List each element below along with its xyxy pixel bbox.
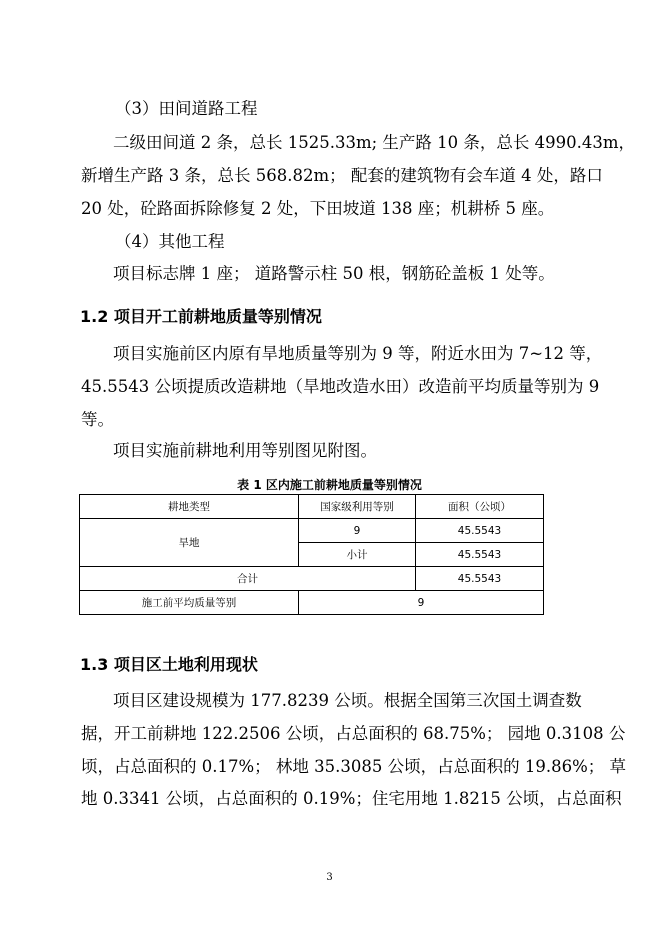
subsection-heading-other: （4）其他工程	[115, 232, 225, 251]
road-text-line-2: 新增生产路 3 条，总长 568.82m； 配套的建筑物有会车道 4 处，路口	[81, 166, 603, 185]
road-text-line-3: 20 处，砼路面拆除修复 2 处，下田坡道 138 座；机耕桥 5 座。	[81, 199, 555, 218]
cell-land-category: 旱地	[80, 519, 299, 567]
cell-total-area: 45.5543	[416, 567, 544, 591]
landuse-text-line-4: 地 0.3341 公顷，占总面积的 0.19%；住宅用地 1.8215 公顷，占总面积	[81, 789, 622, 808]
farmland-grade-table	[79, 494, 544, 615]
header-cell-grade: 国家级利用等别	[299, 495, 416, 519]
landuse-text-line-3: 顷，占总面积的 0.17%； 林地 35.3085 公顷，占总面积的 19.86%； 草	[81, 757, 627, 776]
header-cell-area: 面积（公顷）	[416, 495, 544, 519]
subsection-heading-road: （3）田间道路工程	[115, 99, 258, 118]
grade-note-line: 项目实施前耕地利用等别图见附图。	[113, 441, 377, 460]
section-heading-1-3: 1.3 项目区土地利用现状	[80, 655, 258, 674]
table-caption: 表 1 区内施工前耕地质量等别情况	[237, 478, 422, 492]
cell-grade: 小计	[299, 543, 416, 567]
table-average-row	[80, 591, 544, 615]
other-text-line: 项目标志牌 1 座； 道路警示柱 50 根，钢筋砼盖板 1 处等。	[113, 264, 555, 283]
cell-average-value: 9	[299, 591, 544, 615]
cell-grade: 9	[299, 519, 416, 543]
table-total-row	[80, 567, 544, 591]
grade-text-line-2: 45.5543 公顷提质改造耕地（旱地改造水田）改造前平均质量等别为 9	[81, 377, 600, 396]
cell-average-label: 施工前平均质量等别	[80, 591, 299, 615]
road-text-line-1: 二级田间道 2 条，总长 1525.33m; 生产路 10 条，总长 4990.43m，	[113, 133, 636, 152]
landuse-text-line-2: 据，开工前耕地 122.2506 公顷，占总面积的 68.75%； 园地 0.3108 公	[81, 724, 626, 743]
page-number: 3	[326, 872, 333, 883]
cell-area: 45.5543	[416, 519, 544, 543]
grade-text-line-3: 等。	[81, 410, 114, 429]
table-header-row	[80, 495, 544, 519]
cell-total-label: 合计	[80, 567, 416, 591]
cell-area: 45.5543	[416, 543, 544, 567]
section-heading-1-2: 1.2 项目开工前耕地质量等别情况	[80, 307, 322, 326]
landuse-text-line-1: 项目区建设规模为 177.8239 公顷。根据全国第三次国土调查数	[113, 691, 582, 710]
header-cell-land-type: 耕地类型	[80, 495, 299, 519]
table-row	[80, 519, 544, 543]
grade-text-line-1: 项目实施前区内原有旱地质量等别为 9 等，附近水田为 7~12 等，	[113, 344, 603, 363]
